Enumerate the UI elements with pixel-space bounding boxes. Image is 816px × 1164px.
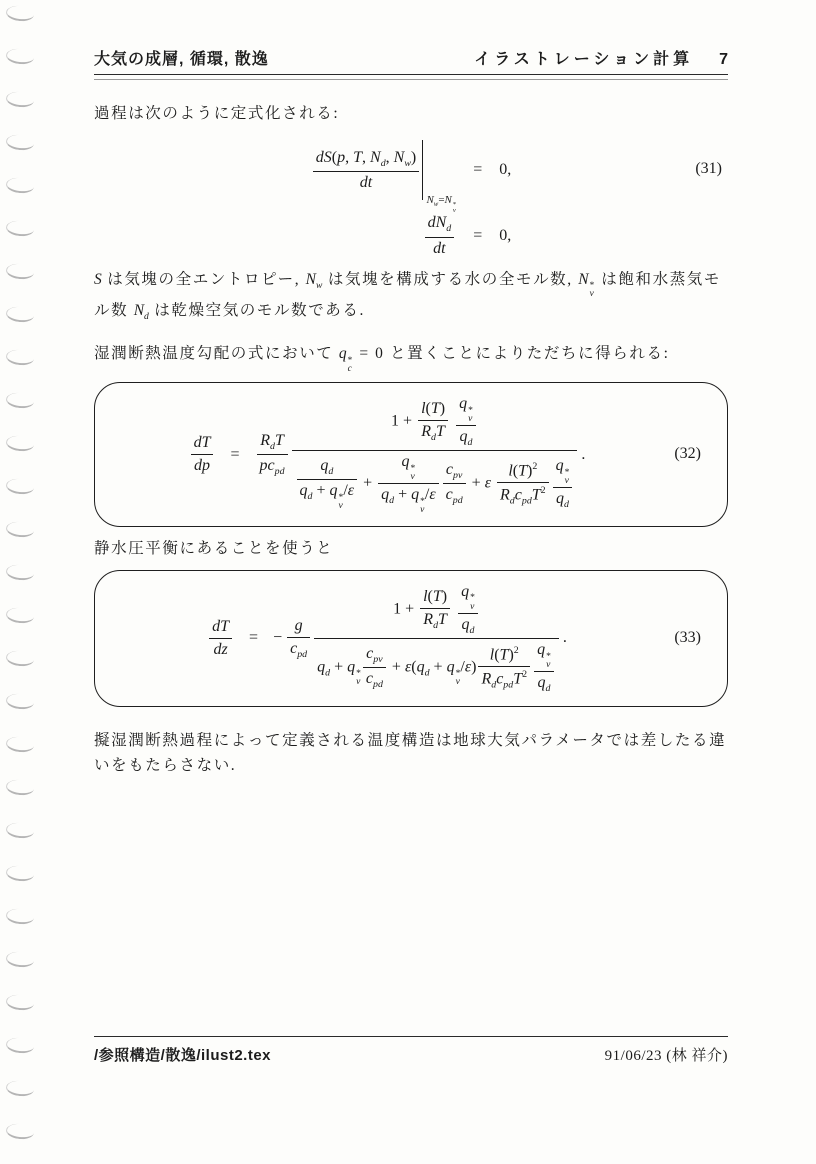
paragraph-entropy: S は気塊の全エントロピー, $N_w$ は気塊を構成する水の全モル数, N * v は飽和水蒸気モル数 $N_d$ は乾燥空気のモル数である.: [94, 270, 722, 323]
header-title-left: 大気の成層, 循環, 散逸: [94, 51, 269, 68]
equation-number-33: (33): [674, 629, 701, 647]
binding-coil-mark: [5, 650, 34, 668]
binding-coil-mark: [5, 91, 34, 109]
binding-coil-mark: [5, 607, 34, 625]
equation-31: [94, 140, 728, 257]
binding-coil-mark: [5, 392, 34, 410]
paragraph-hydrostatic: 静水圧平衡にあることを使うと: [94, 540, 334, 558]
binding-coil-mark: [5, 693, 34, 711]
binding-coil-mark: [5, 134, 34, 152]
binding-coil-mark: [5, 779, 34, 797]
equation-32: $\frac{dT}{dp}$ = $R_dT$ $pc_{pd}$ 1 + l(T) $R_dT$ q * v $q_d$ $q_d$ $q_d + q$ * v /ε + q * v $q_d + q$ * v /ε $c_{pv}$ $c_{pd}$ + ε $l(T)^2$ $R_dc_{pd}T^2$ q * v $q_d$ .: [189, 395, 586, 514]
binding-coil-mark: [5, 521, 34, 539]
eq31-line1-lhs: $\frac{dS(p, T, N_d, N_w)}{dt}$ $N_w=N$ * v: [311, 140, 456, 200]
binding-coil-mark: [5, 306, 34, 324]
binding-coil-mark: [5, 349, 34, 367]
binding-coil-mark: [5, 951, 34, 969]
eq31-line1-equals: =: [473, 161, 483, 179]
equation-box-33: [94, 570, 728, 708]
paragraph-intro: 過程は次のように定式化される:: [94, 105, 340, 122]
equation-number-31: (31): [695, 160, 722, 178]
binding-coil-mark: [5, 1080, 34, 1098]
header-title-right: イラストレーション計算: [474, 51, 694, 68]
header-right-group: [474, 46, 728, 69]
eq31-line2-lhs: $dN_d$ dt: [423, 214, 457, 257]
binding-coil-mark: [5, 478, 34, 496]
eq31-line1-rhs: 0,: [499, 161, 512, 179]
footer-date-author: 91/06/23 (林 祥介): [604, 1048, 728, 1064]
binding-coil-mark: [5, 435, 34, 453]
binding-coil-mark: [5, 177, 34, 195]
binding-coil-mark: [5, 220, 34, 238]
page-footer: [94, 1036, 728, 1065]
page-header: [94, 46, 728, 69]
binding-coil-mark: [5, 1037, 34, 1055]
binding-coil-mark: [5, 263, 34, 281]
binding-coil-mark: [5, 908, 34, 926]
binding-coil-mark: [5, 736, 34, 754]
binding-coil-mark: [5, 822, 34, 840]
page-number: 7: [719, 51, 728, 68]
header-rule: [94, 74, 728, 80]
footer-file-path: /参照構造/散逸/ilust2.tex: [94, 1047, 272, 1064]
equation-33: $\frac{dT}{dz}$ = − g $c_{pd}$ 1 + l(T) $R_dT$ q * v $q_d$ $q_d + q$ * v $c_{pv}$ $c_{pd}$ + $\varepsilon(q_d + q$ * v /ε) $l(T)^2$ $R_dc_{pd}T^2$ q * v $q_d$ .: [207, 583, 567, 695]
binding-coil-mark: [5, 1123, 34, 1141]
paragraph-conclusion: 擬湿潤断熱過程によって定義される温度構造は地球大気パラメータでは差したる違いをもたらさない.: [94, 732, 727, 774]
binding-coil-mark: [5, 564, 34, 582]
binding-coil-mark: [5, 5, 34, 23]
eq31-line2-rhs: 0,: [499, 227, 512, 245]
binding-coil-mark: [5, 865, 34, 883]
binding-coil-mark: [5, 48, 34, 66]
eq31-line2-equals: =: [473, 227, 483, 245]
equation-box-32: [94, 382, 728, 527]
equation-number-32: (32): [674, 445, 701, 463]
binding-coil-mark: [5, 994, 34, 1012]
binding-marks: [2, 6, 44, 1164]
paragraph-moist-gradient: 湿潤断熱温度勾配の式において q * c = 0 と置くことによりただちに得られる:: [94, 345, 670, 374]
